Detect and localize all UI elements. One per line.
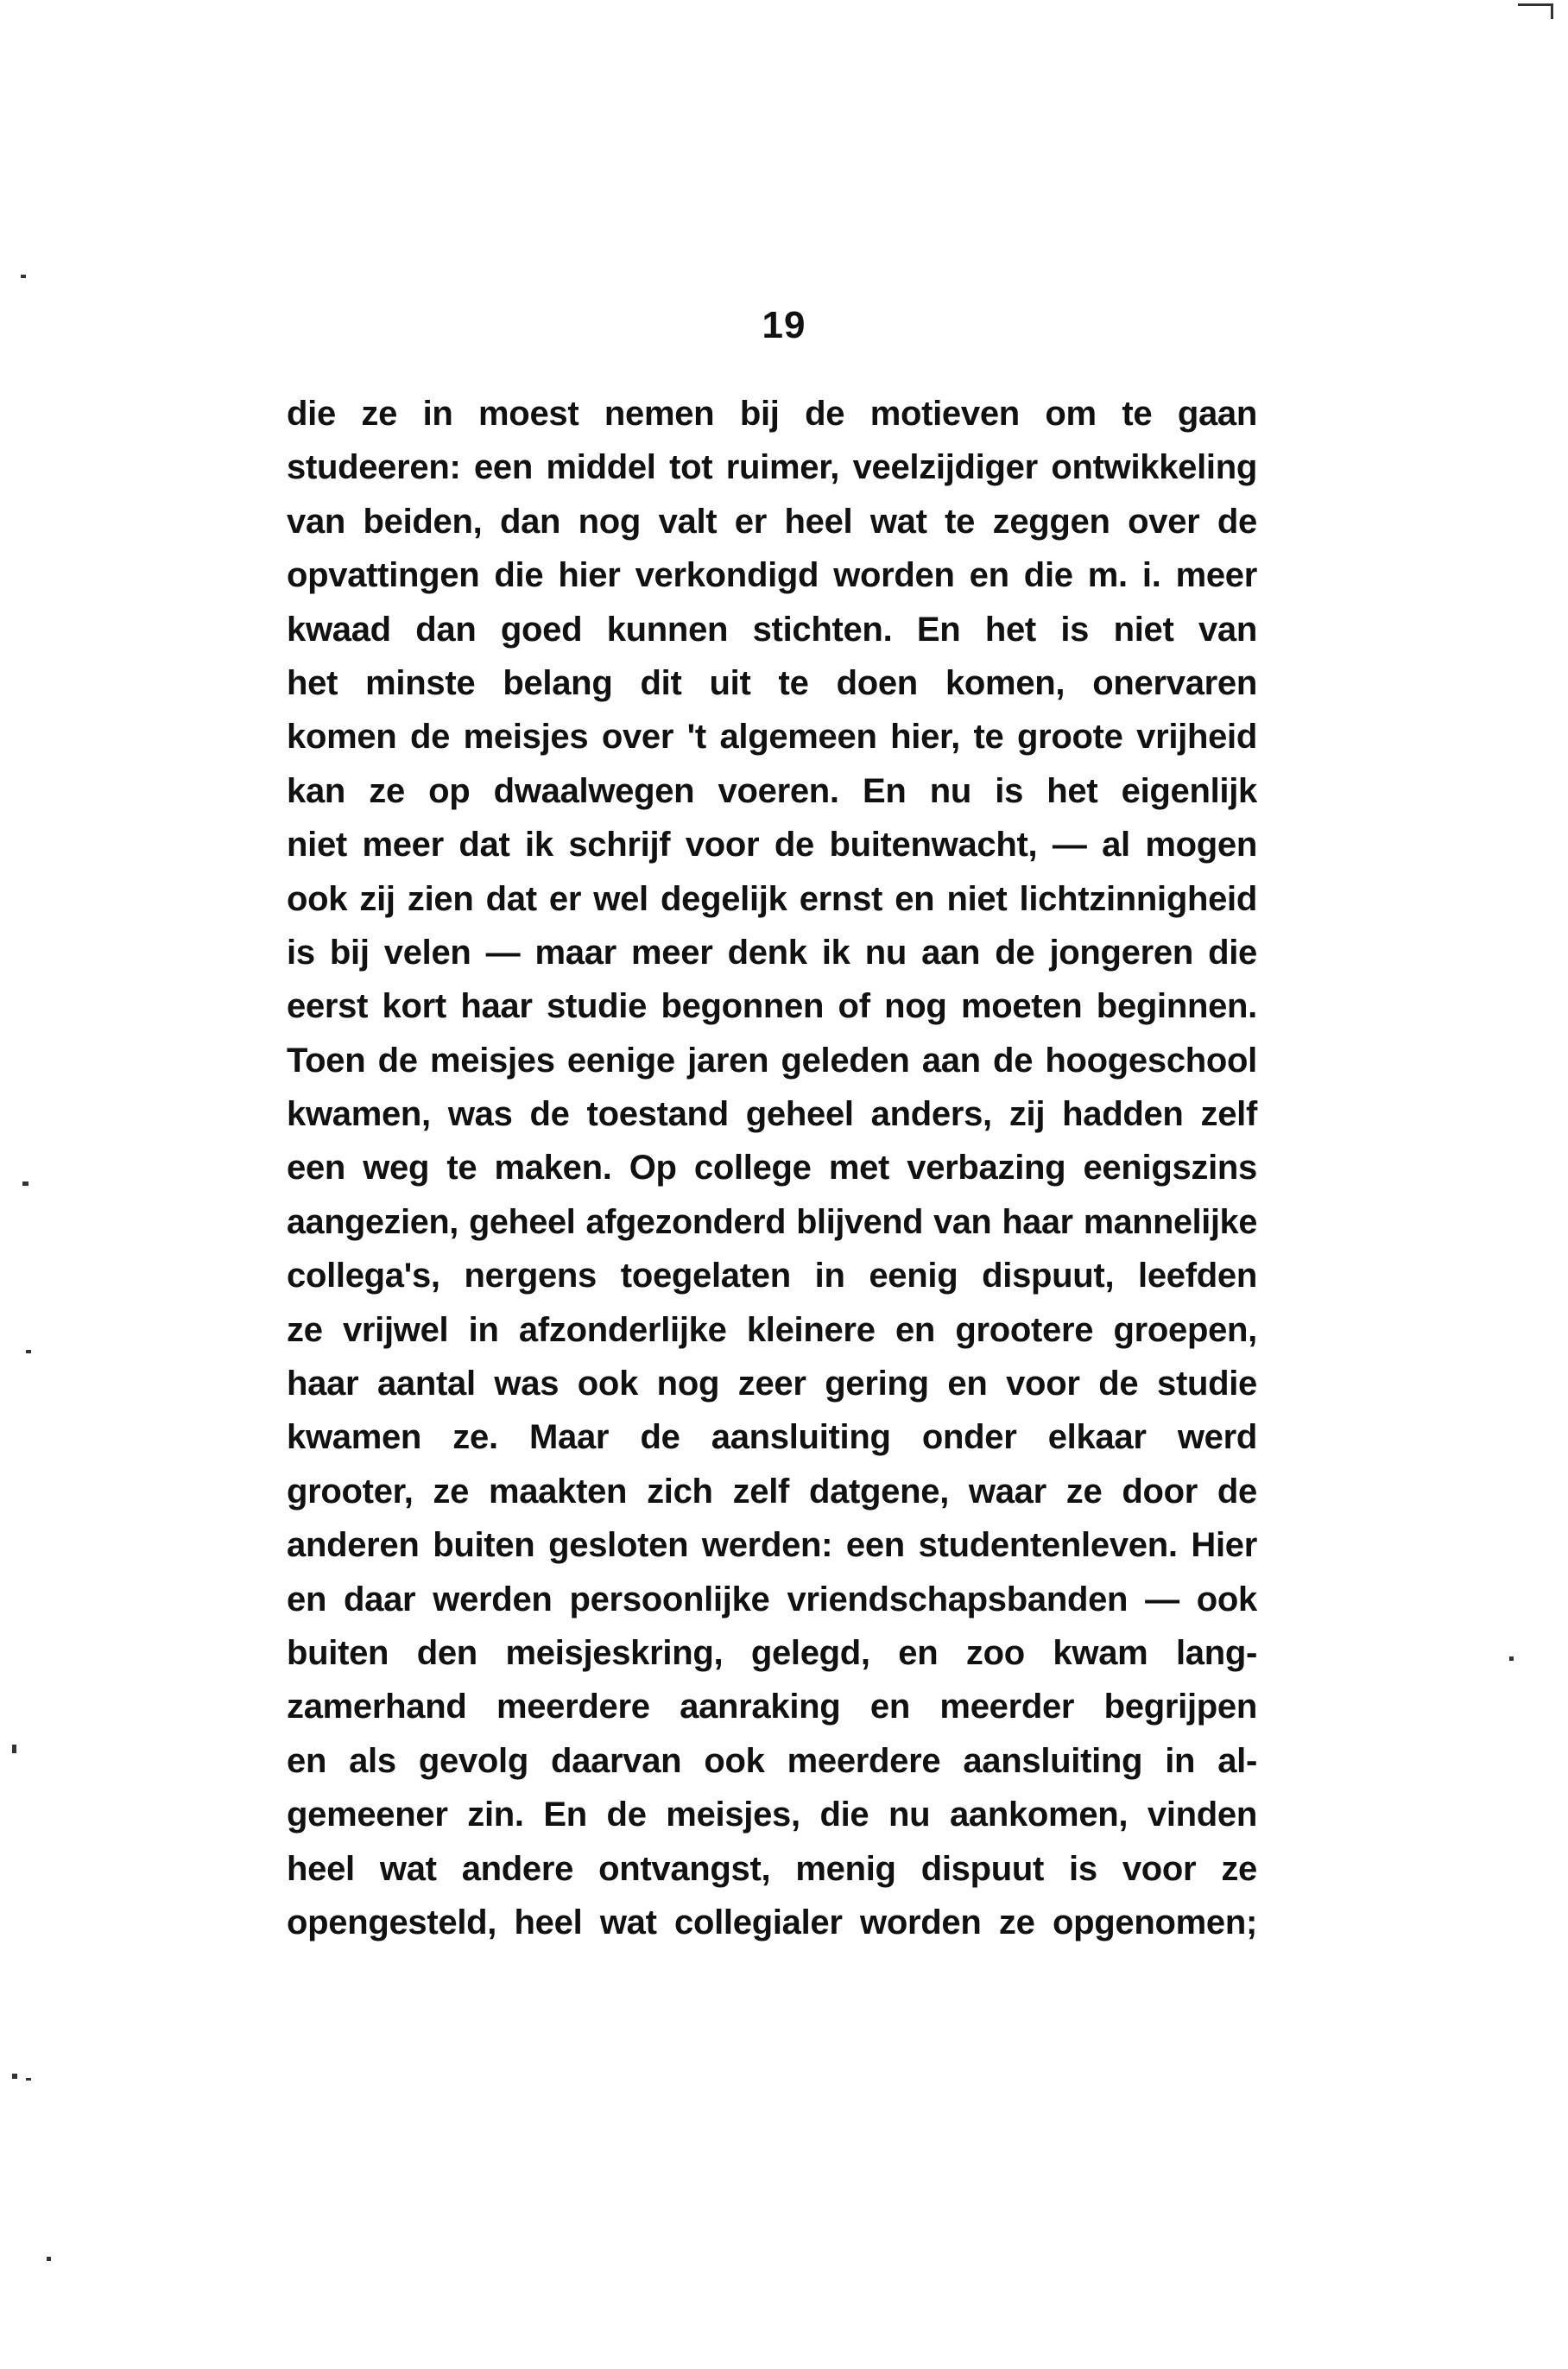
margin-speck: [21, 275, 26, 278]
text-line: grooter, ze maakten zich zelf datgene, waar ze door de: [287, 1472, 1257, 1511]
margin-speck: [12, 1745, 16, 1753]
text-line: ook zij zien dat er wel degelijk ernst en niet lichtzinnigheid: [287, 879, 1257, 918]
text-line: kwamen ze. Maar de aansluiting onder elkaar werd: [287, 1418, 1257, 1457]
margin-speck: [47, 2257, 51, 2261]
text-line: studeeren: een middel tot ruimer, veelzijdiger ontwikkeling: [287, 448, 1257, 487]
text-line: die ze in moest nemen bij de motieven om te gaan: [287, 395, 1257, 433]
body-text: [287, 387, 1257, 1949]
text-line: en als gevolg daarvan ook meerdere aansluiting in al-: [287, 1741, 1257, 1780]
text-line: kwamen, was de toestand geheel anders, zij hadden zelf: [287, 1095, 1257, 1134]
text-line: buiten den meisjeskring, gelegd, en zoo kwam lang-: [287, 1633, 1257, 1672]
text-line: eerst kort haar studie begonnen of nog moeten beginnen.: [287, 987, 1257, 1026]
margin-speck: [26, 1350, 31, 1353]
corner-mark-tick: [1551, 3, 1553, 19]
text-line: het minste belang dit uit te doen komen, onervaren: [287, 663, 1257, 702]
page-number: 19: [762, 304, 806, 346]
text-line: is bij velen — maar meer denk ik nu aan de jongeren die: [287, 933, 1257, 972]
margin-speck: [12, 2074, 17, 2079]
text-line: heel wat andere ontvangst, menig dispuut is voor ze: [287, 1849, 1257, 1888]
text-line: ze vrijwel in afzonderlijke kleinere en grootere groepen,: [287, 1310, 1257, 1349]
text-line: Toen de meisjes eenige jaren geleden aan de hoogeschool: [287, 1041, 1257, 1080]
text-line: een weg te maken. Op college met verbazing eenigszins: [287, 1149, 1257, 1188]
corner-mark: [1518, 3, 1552, 6]
margin-speck: [26, 2078, 31, 2081]
text-line: kan ze op dwaalwegen voeren. En nu is het eigenlijk: [287, 771, 1257, 810]
text-line: zamerhand meerdere aanraking en meerder begrijpen: [287, 1688, 1257, 1726]
text-line: kwaad dan goed kunnen stichten. En het is niet van: [287, 610, 1257, 649]
text-line: opvattingen die hier verkondigd worden en die m. i. meer: [287, 556, 1257, 595]
text-line: van beiden, dan nog valt er heel wat te zeggen over de: [287, 502, 1257, 541]
text-line: aangezien, geheel afgezonderd blijvend van haar mannelijke: [287, 1202, 1257, 1241]
margin-speck: [1509, 1656, 1514, 1661]
text-line: collega's, nergens toegelaten in eenig dispuut, leefden: [287, 1257, 1257, 1295]
text-line: gemeener zin. En de meisjes, die nu aankomen, vinden: [287, 1796, 1257, 1834]
text-line: niet meer dat ik schrijf voor de buitenwacht, — al mogen: [287, 826, 1257, 865]
text-line: opengesteld, heel wat collegialer worden ze opgenomen;: [287, 1903, 1257, 1941]
text-line: komen de meisjes over 't algemeen hier, te groote vrijheid: [287, 718, 1257, 757]
text-line: anderen buiten gesloten werden: een studentenleven. Hier: [287, 1526, 1257, 1565]
margin-speck: [22, 1181, 28, 1186]
text-line: en daar werden persoonlijke vriendschapsbanden — ook: [287, 1580, 1257, 1618]
text-line: haar aantal was ook nog zeer gering en voor de studie: [287, 1365, 1257, 1403]
